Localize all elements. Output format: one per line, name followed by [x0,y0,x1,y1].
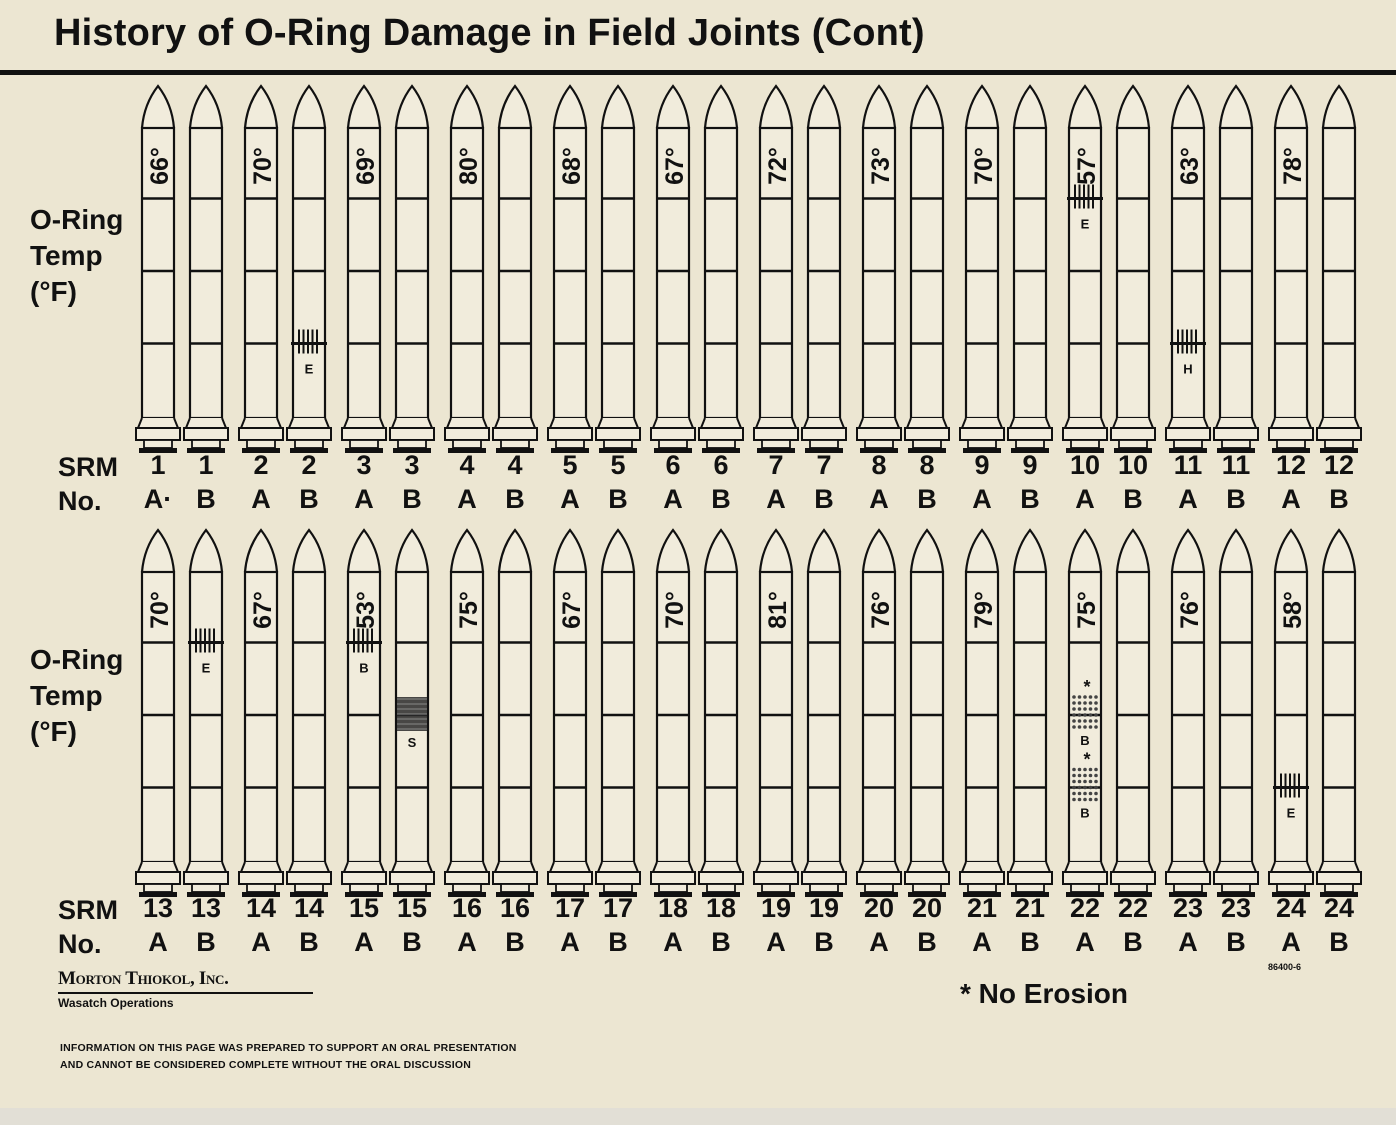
booster-8-b [905,86,949,453]
booster-1-a [136,86,180,453]
booster-10-b [1111,86,1155,453]
booster-side-letter: B [1329,927,1349,957]
srm-number: 19 [808,893,840,923]
srm-number: 21 [966,893,998,923]
srm-number: 11 [1173,450,1203,480]
srm-number: 15 [348,893,380,923]
srm-number: 14 [245,893,277,923]
srm-number: 20 [911,893,943,923]
srm-number: 4 [459,450,475,480]
booster-side-letter: B [1123,484,1143,514]
srm-number: 6 [665,450,681,480]
booster-side-letter: B [1226,484,1246,514]
booster-5-a [548,86,592,453]
temperature-label: 69° [352,147,380,185]
srm-number: 12 [1323,450,1355,480]
booster-side-letter: A· [143,484,173,514]
booster-side-letter: A [766,484,786,514]
booster-side-letter: A [560,484,580,514]
booster-side-letter: B [608,484,628,514]
temperature-label: 70° [661,591,689,629]
srm-number: 8 [871,450,887,480]
damage-code: E [304,361,314,377]
srm-number: 13 [190,893,222,923]
booster-8-a [857,86,901,453]
temperature-label: 70° [249,147,277,185]
damage-code: S [407,735,417,750]
srm-number: 24 [1275,893,1307,923]
temperature-label: 67° [249,591,277,629]
srm-number: 5 [562,450,578,480]
srm-number: 11 [1221,450,1251,480]
srm-number: 16 [451,893,483,923]
booster-side-letter: A [148,927,168,957]
booster-20-b [905,530,949,897]
damage-code: E [1286,805,1296,821]
srm-number: 16 [499,893,531,923]
booster-side-letter: A [766,927,786,957]
booster-side-letter: A [869,484,889,514]
temperature-label: 68° [558,147,586,185]
booster-side-letter: B [505,927,525,957]
booster-side-letter: A [1178,484,1198,514]
temperature-label: 67° [661,147,689,185]
booster-11-b [1214,86,1258,453]
srm-number: 17 [554,893,586,923]
temperature-label: 70° [970,147,998,185]
temperature-label: 81° [764,591,792,629]
booster-15-a [342,530,386,897]
booster-14-b [287,530,331,897]
booster-side-letter: B [711,484,731,514]
srm-number: 4 [507,450,523,480]
temperature-label: 67° [558,591,586,629]
srm-number: 15 [396,893,428,923]
booster-side-letter: B [1226,927,1246,957]
srm-number: 7 [816,450,832,480]
booster-6-b [699,86,743,453]
temperature-label: 72° [764,147,792,185]
disclaimer: INFORMATION ON THIS PAGE WAS PREPARED TO SUPPORT AN ORAL PRESENTATION AND CANNOT BE CONSIDERED COMPLETE WITHOUT THE ORAL DISCUSSION [60,1042,517,1071]
booster-4-b [493,86,537,453]
booster-side-letter: B [1020,927,1040,957]
booster-7-a [754,86,798,453]
booster-side-letter: A [457,484,477,514]
srm-number: 2 [253,450,269,480]
booster-22-a [1063,530,1107,897]
booster-19-b [802,530,846,897]
srm-number: 6 [713,450,729,480]
booster-2-b [287,86,331,453]
srm-number-label-row1: SRM No. [58,452,118,516]
srm-number: 21 [1014,893,1046,923]
temperature-label: 75° [1073,591,1101,629]
srm-number: 7 [768,450,784,480]
booster-24-a [1269,530,1313,897]
division-name: Wasatch Operations [58,996,174,1010]
srm-number: 1 [198,450,214,480]
booster-17-b [596,530,640,897]
booster-side-letter: B [814,927,834,957]
booster-side-letter: B [196,927,216,957]
booster-16-a [445,530,489,897]
srm-number: 3 [404,450,420,480]
booster-side-letter: B [1123,927,1143,957]
temperature-label: 79° [970,591,998,629]
srm-number: 17 [602,893,634,923]
booster-6-a [651,86,695,453]
company-name: Morton Thiokol, Inc. [58,968,229,989]
booster-side-letter: B [402,484,422,514]
booster-21-a [960,530,1004,897]
booster-21-b [1008,530,1052,897]
booster-side-letter: A [1281,927,1301,957]
srm-number: 10 [1117,450,1149,480]
booster-11-a [1166,86,1210,453]
booster-side-letter: B [1329,484,1349,514]
booster-side-letter: B [917,484,937,514]
booster-side-letter: B [299,484,319,514]
damage-code: H [1183,361,1193,377]
page-title: History of O-Ring Damage in Field Joints (Cont) [54,12,925,54]
booster-side-letter: A [457,927,477,957]
booster-22-b [1111,530,1155,897]
booster-side-letter: B [608,927,628,957]
booster-12-a [1269,86,1313,453]
srm-number: 18 [705,893,737,923]
temperature-label: 53° [352,591,380,629]
temperature-label: 70° [146,591,174,629]
srm-number: 18 [657,893,689,923]
legend-no-erosion: * No Erosion [960,978,1129,1009]
damage-code: B [359,660,369,676]
temperature-label: 73° [867,147,895,185]
booster-side-letter: A [1178,927,1198,957]
srm-number: 22 [1069,893,1101,923]
booster-9-a [960,86,1004,453]
booster-side-letter: A [560,927,580,957]
scan-edge [0,1108,1396,1125]
booster-3-b [390,86,434,453]
document-code: 86400-6 [1268,962,1302,972]
booster-13-a [136,530,180,897]
booster-side-letter: B [299,927,319,957]
srm-number-label-row2: SRM No. [58,895,118,959]
srm-number: 1 [150,450,166,480]
booster-side-letter: B [814,484,834,514]
booster-20-a [857,530,901,897]
booster-23-a [1166,530,1210,897]
srm-number: 14 [293,893,325,923]
srm-number: 20 [863,893,895,923]
damage-code: B [1080,733,1090,748]
booster-side-letter: B [505,484,525,514]
booster-7-b [802,86,846,453]
damage-code: B [1080,805,1090,821]
srm-number: 5 [610,450,626,480]
booster-3-a [342,86,386,453]
booster-side-letter: A [251,927,271,957]
booster-side-letter: A [354,484,374,514]
booster-2-a [239,86,283,453]
booster-side-letter: A [1075,927,1095,957]
srm-number: 3 [356,450,372,480]
booster-side-letter: B [196,484,216,514]
booster-side-letter: A [972,484,992,514]
booster-side-letter: A [663,927,683,957]
booster-23-b [1214,530,1258,897]
o-ring-temp-label-row2: O-Ring Temp (°F) [30,644,124,747]
booster-16-b [493,530,537,897]
booster-side-letter: A [354,927,374,957]
damage-code: E [1080,216,1090,232]
srm-number: 23 [1220,893,1252,923]
temperature-label: 78° [1279,147,1307,185]
booster-12-b [1317,86,1361,453]
o-ring-temp-label-row1: O-Ring Temp (°F) [30,204,124,307]
booster-1-b [184,86,228,453]
booster-side-letter: B [917,927,937,957]
booster-10-a [1063,86,1107,453]
temperature-label: 75° [455,591,483,629]
temperature-label: 76° [1176,591,1204,629]
srm-number: 22 [1117,893,1149,923]
temperature-label: 80° [455,147,483,185]
srm-number: 23 [1172,893,1204,923]
srm-number: 19 [760,893,792,923]
booster-side-letter: B [402,927,422,957]
booster-5-b [596,86,640,453]
booster-4-a [445,86,489,453]
temperature-label: 57° [1073,147,1101,185]
srm-number: 9 [1022,450,1038,480]
booster-13-b [184,530,228,897]
booster-side-letter: A [1281,484,1301,514]
booster-9-b [1008,86,1052,453]
company-underline [58,992,313,994]
srm-number: 10 [1069,450,1101,480]
booster-17-a [548,530,592,897]
booster-18-a [651,530,695,897]
booster-side-letter: A [663,484,683,514]
booster-24-b [1317,530,1361,897]
temperature-label: 63° [1176,147,1204,185]
booster-19-a [754,530,798,897]
srm-number: 12 [1275,450,1307,480]
booster-15-b [390,530,434,897]
temperature-label: 66° [146,147,174,185]
booster-side-letter: A [972,927,992,957]
damage-code: E [201,660,211,676]
srm-number: 8 [919,450,935,480]
booster-side-letter: A [1075,484,1095,514]
booster-side-letter: A [251,484,271,514]
srm-number: 9 [974,450,990,480]
temperature-label: 76° [867,591,895,629]
booster-side-letter: A [869,927,889,957]
booster-18-b [699,530,743,897]
srm-number: 24 [1323,893,1355,923]
svg-text:*: * [1083,749,1091,770]
svg-text:*: * [1083,677,1091,697]
srm-number: 13 [142,893,174,923]
temperature-label: 58° [1279,591,1307,629]
srm-number: 2 [301,450,317,480]
booster-side-letter: B [1020,484,1040,514]
booster-side-letter: B [711,927,731,957]
booster-14-a [239,530,283,897]
